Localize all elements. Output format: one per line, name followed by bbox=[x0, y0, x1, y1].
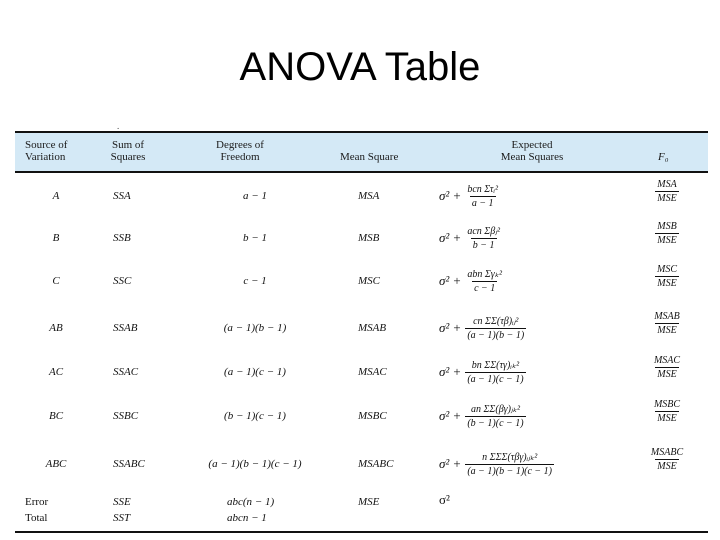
row-degrees-of-freedom: c − 1 bbox=[243, 275, 267, 287]
row-sum-of-squares: SSA bbox=[113, 190, 131, 202]
anova-table bbox=[15, 131, 708, 534]
page-title: ANOVA Table bbox=[239, 45, 481, 89]
row-sum-of-squares: SSAB bbox=[113, 322, 138, 334]
f-denominator: MSE bbox=[657, 325, 677, 336]
table-top-rule bbox=[15, 131, 708, 133]
error-ms: MSE bbox=[358, 496, 380, 508]
ems-fraction bbox=[465, 404, 525, 429]
f-denominator: MSE bbox=[657, 193, 677, 204]
sigma-squared-term: σ² + bbox=[439, 456, 462, 471]
ems-denominator: c − 1 bbox=[474, 282, 496, 294]
header-f0: F₀ bbox=[658, 151, 669, 163]
ems-fraction bbox=[465, 184, 500, 209]
row-degrees-of-freedom: (b − 1)(c − 1) bbox=[224, 410, 286, 422]
row-source: A bbox=[52, 190, 60, 202]
row-degrees-of-freedom: (a − 1)(c − 1) bbox=[224, 366, 286, 378]
row-mean-square: MSAB bbox=[358, 322, 387, 334]
error-ss: SSE bbox=[113, 496, 131, 508]
row-source: C bbox=[52, 275, 60, 287]
f-denominator: MSE bbox=[657, 235, 677, 246]
row-degrees-of-freedom: (a − 1)(b − 1) bbox=[223, 322, 287, 334]
f-numerator: MSBC bbox=[653, 399, 681, 410]
ems-denominator: (a − 1)(c − 1) bbox=[467, 373, 524, 385]
row-expected-mean-square bbox=[439, 219, 502, 257]
header-mean-square: Mean Square bbox=[340, 151, 399, 163]
row-expected-mean-square bbox=[439, 177, 500, 215]
error-df: abc(n − 1) bbox=[227, 496, 275, 508]
row-mean-square: MSABC bbox=[358, 458, 394, 470]
ems-denominator: (a − 1)(b − 1)(c − 1) bbox=[467, 465, 553, 477]
ems-numerator: acn Σβⱼ² bbox=[467, 225, 500, 237]
row-mean-square: MSB bbox=[358, 232, 380, 244]
row-mean-square: MSC bbox=[358, 275, 380, 287]
row-sum-of-squares: SSBC bbox=[113, 410, 139, 422]
row-f-ratio bbox=[645, 447, 689, 472]
error-ems: σ² bbox=[439, 492, 450, 507]
f-denominator: MSE bbox=[657, 369, 677, 380]
f-numerator: MSAC bbox=[653, 355, 681, 366]
row-mean-square: MSBC bbox=[358, 410, 387, 422]
header-degrees-of-freedom: Degrees of Freedom bbox=[216, 139, 264, 163]
row-source: AC bbox=[48, 366, 64, 378]
tick-mark: . bbox=[117, 121, 120, 131]
row-sum-of-squares: SSC bbox=[113, 275, 132, 287]
row-source: AB bbox=[49, 322, 63, 334]
row-degrees-of-freedom: b − 1 bbox=[243, 232, 267, 244]
sigma-squared-term: σ² + bbox=[439, 364, 462, 379]
f-numerator: MSC bbox=[657, 264, 677, 275]
f-numerator: MSAB bbox=[654, 311, 680, 322]
ems-fraction bbox=[465, 360, 525, 385]
row-source: BC bbox=[48, 410, 64, 422]
row-expected-mean-square bbox=[439, 353, 526, 391]
row-f-ratio bbox=[645, 221, 689, 246]
error-source: Error bbox=[25, 496, 49, 508]
ems-numerator: bcn Στᵢ² bbox=[467, 183, 499, 195]
row-expected-mean-square bbox=[439, 445, 554, 483]
row-mean-square: MSAC bbox=[358, 366, 387, 378]
row-sum-of-squares: SSAC bbox=[113, 366, 139, 378]
row-f-ratio bbox=[645, 399, 689, 424]
sigma-squared-term: σ² + bbox=[439, 230, 462, 245]
ems-numerator: cn ΣΣ(τβ)ᵢⱼ² bbox=[473, 315, 519, 327]
row-degrees-of-freedom: (a − 1)(b − 1)(c − 1) bbox=[208, 458, 302, 470]
sigma-squared-term: σ² + bbox=[439, 273, 462, 288]
row-f-ratio bbox=[645, 311, 689, 336]
row-sum-of-squares: SSABC bbox=[113, 458, 145, 470]
f-denominator: MSE bbox=[657, 413, 677, 424]
f-denominator: MSE bbox=[657, 461, 677, 472]
total-df: abcn − 1 bbox=[227, 512, 267, 524]
header-source: Source of Variation bbox=[25, 139, 68, 163]
row-degrees-of-freedom: a − 1 bbox=[243, 190, 267, 202]
total-source: Total bbox=[25, 512, 48, 524]
header-expected-mean-squares: Expected Mean Squares bbox=[500, 139, 564, 163]
header-sum-of-squares: Sum of Squares bbox=[110, 139, 146, 163]
row-expected-mean-square bbox=[439, 397, 526, 435]
ems-numerator: n ΣΣΣ(τβγ)ᵢⱼₖ² bbox=[482, 451, 538, 463]
row-f-ratio bbox=[645, 264, 689, 289]
ems-numerator: abn Σγₖ² bbox=[467, 268, 502, 280]
row-mean-square: MSA bbox=[358, 190, 380, 202]
ems-numerator: an ΣΣ(βγ)ⱼₖ² bbox=[470, 403, 520, 415]
table-bottom-rule bbox=[15, 531, 708, 533]
ems-fraction bbox=[465, 316, 526, 341]
sigma-squared-term: σ² + bbox=[439, 408, 462, 423]
f-denominator: MSE bbox=[657, 278, 677, 289]
ems-fraction bbox=[465, 226, 502, 251]
ems-fraction bbox=[465, 269, 504, 294]
f-numerator: MSA bbox=[657, 179, 677, 190]
row-source: ABC bbox=[45, 458, 67, 470]
ems-denominator: (a − 1)(b − 1) bbox=[467, 329, 525, 341]
sigma-squared-term: σ² + bbox=[439, 320, 462, 335]
row-expected-mean-square bbox=[439, 262, 504, 300]
row-expected-mean-square bbox=[439, 309, 526, 347]
ems-fraction bbox=[465, 452, 554, 477]
row-f-ratio bbox=[645, 355, 689, 380]
ems-denominator: b − 1 bbox=[472, 239, 495, 251]
ems-denominator: (b − 1)(c − 1) bbox=[467, 417, 524, 429]
row-f-ratio bbox=[645, 179, 689, 204]
row-sum-of-squares: SSB bbox=[113, 232, 131, 244]
ems-numerator: bn ΣΣ(τγ)ᵢₖ² bbox=[471, 359, 520, 371]
f-numerator: MSABC bbox=[650, 447, 684, 458]
total-ss: SST bbox=[113, 512, 131, 524]
sigma-squared-term: σ² + bbox=[439, 188, 462, 203]
ems-denominator: a − 1 bbox=[471, 197, 494, 209]
row-source: B bbox=[52, 232, 60, 244]
f-numerator: MSB bbox=[657, 221, 677, 232]
table-header-rule bbox=[15, 171, 708, 173]
